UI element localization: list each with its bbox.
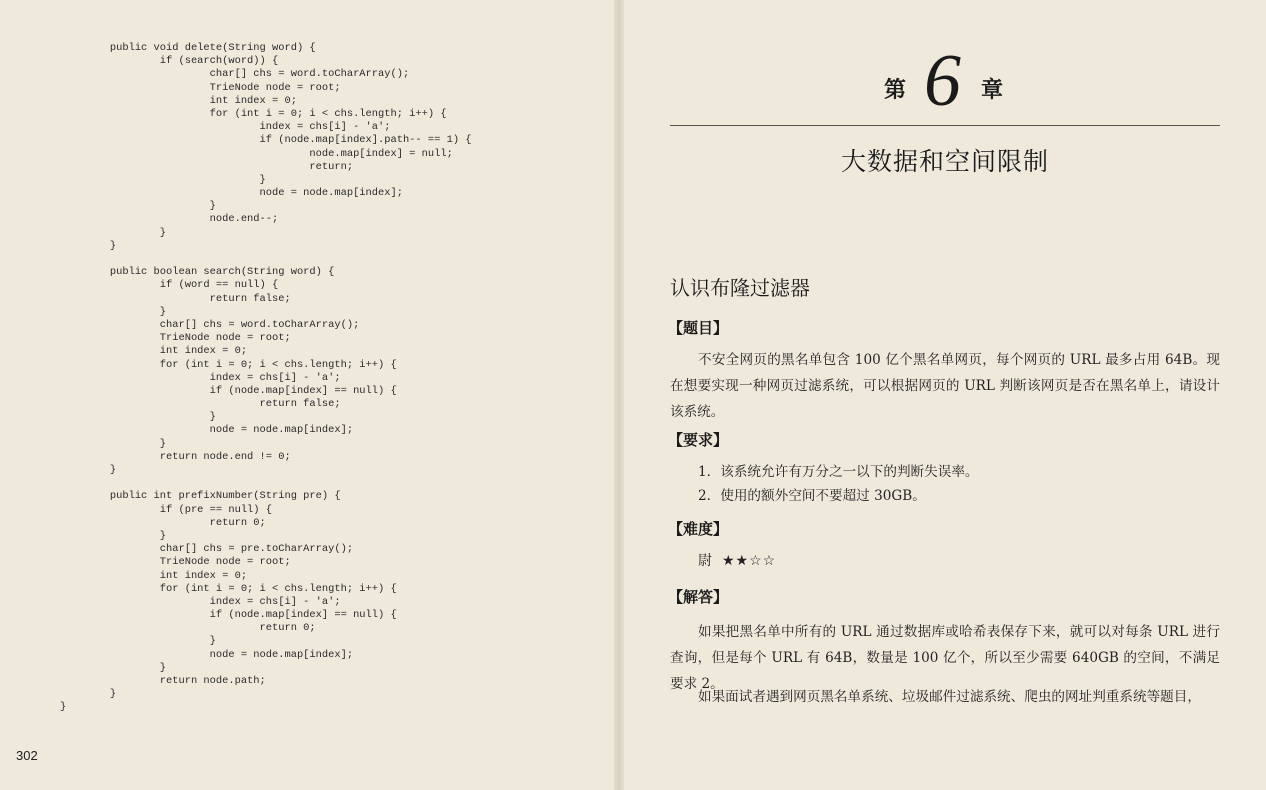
difficulty-rating [698, 550, 776, 570]
book-gutter [614, 0, 624, 790]
code-line: index = chs[i] - 'a'; [60, 121, 391, 134]
code-line: } [60, 437, 167, 450]
page-number: 302 [16, 748, 38, 763]
code-line: node = node.map[index]; [60, 424, 354, 437]
code-line: return false; [60, 398, 341, 411]
label-answer: 【解答】 [668, 588, 729, 606]
problem-text: 不安全网页的黑名单包含 100 亿个黑名单网页，每个网页的 URL 最多占用 64B。现在想要实现一种网页过滤系统，可以根据网页的 URL 判断该网页是否在黑名单上，请设计该系统。 [670, 352, 1220, 420]
code-line: public void delete(String word) { [60, 42, 316, 54]
code-line: } [60, 661, 167, 674]
code-line: if (pre == null) { [60, 503, 273, 516]
code-line: return false; [60, 292, 291, 305]
code-line: } [60, 226, 167, 239]
code-line: char[] chs = word.toCharArray(); [60, 318, 360, 331]
code-line: } [60, 529, 167, 542]
code-line: return 0; [60, 516, 266, 529]
code-line: for (int i = 0; i < chs.length; i++) { [60, 107, 447, 120]
left-page [0, 0, 614, 790]
code-line: public boolean search(String word) { [60, 266, 335, 279]
code-line: if (word == null) { [60, 279, 279, 292]
answer-paragraph: 如果面试者遇到网页黑名单系统、垃圾邮件过滤系统、爬虫的网址判重系统等题目， [698, 689, 1201, 705]
code-line: } [60, 173, 266, 186]
code-line [60, 477, 472, 490]
code-line: } [60, 464, 117, 476]
requirement-item: 2．使用的额外空间不要超过 30GB。 [698, 488, 926, 504]
code-line: } [60, 305, 167, 318]
code-line: if (node.map[index] == null) { [60, 384, 397, 397]
difficulty-rank: 尉 [698, 553, 712, 569]
code-line [60, 253, 472, 266]
answer-paragraph: 如果把黑名单中所有的 URL 通过数据库或哈希表保存下来，就可以对每条 URL 进行查询，但是每个 URL 有 64B，数量是 100 亿个，所以至少需要 640GB 的空间，不满足要求 2。 [670, 624, 1220, 692]
code-line: } [60, 701, 67, 714]
code-line: index = chs[i] - 'a'; [60, 371, 341, 384]
chapter-title: 大数据和空间限制 [840, 147, 1049, 176]
label-requirements: 【要求】 [668, 431, 729, 449]
code-line: } [60, 688, 117, 701]
code-line: int index = 0; [60, 94, 297, 107]
code-line: if (search(word)) { [60, 55, 279, 68]
code-line: int index = 0; [60, 569, 248, 582]
code-listing [60, 42, 472, 715]
chapter-heading [884, 40, 1004, 122]
requirement-item: 1．该系统允许有万分之一以下的判断失误率。 [698, 464, 979, 480]
code-line: return node.end != 0; [60, 450, 291, 463]
code-line: for (int i = 0; i < chs.length; i++) { [60, 358, 397, 371]
code-line: TrieNode node = root; [60, 332, 291, 345]
chapter-suffix: 章 [981, 78, 1004, 103]
code-line: } [60, 635, 216, 648]
chapter-prefix: 第 [884, 78, 907, 103]
code-line: TrieNode node = root; [60, 556, 291, 569]
section-title: 认识布隆过滤器 [670, 276, 810, 300]
right-page [624, 0, 1266, 790]
code-line: return 0; [60, 622, 316, 635]
code-line: if (node.map[index] == null) { [60, 609, 397, 622]
code-line: TrieNode node = root; [60, 81, 341, 94]
difficulty-stars: ★★☆☆ [722, 553, 777, 569]
label-problem: 【题目】 [668, 319, 729, 337]
chapter-number: 6 [924, 40, 962, 122]
label-difficulty: 【难度】 [668, 520, 729, 538]
code-line: for (int i = 0; i < chs.length; i++) { [60, 582, 397, 595]
code-line: } [60, 239, 117, 252]
code-line: node = node.map[index]; [60, 648, 354, 661]
code-line: public int prefixNumber(String pre) { [60, 490, 341, 503]
code-line: if (node.map[index].path-- == 1) { [60, 134, 472, 147]
code-line: char[] chs = pre.toCharArray(); [60, 543, 354, 556]
code-line: node.end--; [60, 213, 279, 226]
chapter-divider [670, 125, 1220, 126]
code-line: } [60, 200, 216, 213]
code-line: char[] chs = word.toCharArray(); [60, 68, 410, 81]
code-line: node = node.map[index]; [60, 187, 403, 200]
code-line: node.map[index] = null; [60, 147, 453, 160]
code-line: int index = 0; [60, 345, 248, 358]
code-line: return; [60, 160, 354, 173]
code-line: return node.path; [60, 675, 266, 687]
code-line: } [60, 411, 216, 424]
code-line: index = chs[i] - 'a'; [60, 595, 341, 608]
